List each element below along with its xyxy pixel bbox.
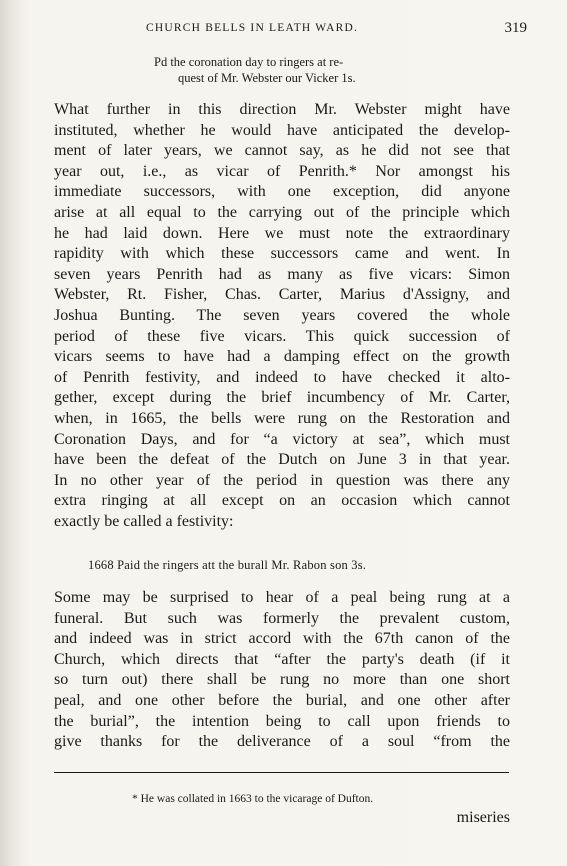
running-head <box>60 20 527 40</box>
paragraph-line: the burial”, the intention being to call upon friends to <box>54 712 510 730</box>
paragraph-line: arise at all equal to the carrying out of the principle which <box>54 203 510 221</box>
paragraph-line: gether, except during the brief incumbency of Mr. Carter, <box>54 389 510 407</box>
paragraph-line: Joshua Bunting. The seven years covered the whole <box>54 306 510 324</box>
paragraph-line: funeral. But such was formerly the prevalent custom, <box>54 609 510 627</box>
footnote: * He was collated in 1663 to the vicarage of Dufton. <box>132 793 374 805</box>
paragraph-line: rapidity with which these successors came and went. In <box>54 245 510 263</box>
paragraph-line: period of these five vicars. This quick succession of <box>54 327 510 345</box>
paragraph-line: vicars seems to have had a damping effect on the growth <box>54 348 510 366</box>
paragraph-line: of Penrith festivity, and indeed to have checked it alto- <box>54 368 510 386</box>
paragraph-line: extra ringing at all except on an occasion which cannot <box>54 492 510 510</box>
paragraph-line: In no other year of the period in question was there any <box>54 471 510 489</box>
accounts-entry: 1668 Paid the ringers att the burall Mr. Rabon son 3s. <box>88 558 367 572</box>
paragraph-line: so turn out) there shall be rung no more than one short <box>54 671 510 689</box>
paragraph-line: exactly be called a festivity: <box>54 512 234 530</box>
paragraph-line: Webster, Rt. Fisher, Chas. Carter, Marius d'Assigny, and <box>54 286 510 304</box>
paragraph-line: have been the defeat of the Dutch on June 3 in that year. <box>54 451 510 469</box>
paragraph-line: peal, and one other before the burial, and one other after <box>54 691 510 709</box>
paragraph-line: when, in 1665, the bells were rung on the Restoration and <box>54 409 510 427</box>
paragraph-line: Some may be surprised to hear of a peal being rung at a <box>54 589 510 606</box>
quoted-record-line-2: quest of Mr. Webster our Vicker 1s. <box>178 70 356 85</box>
paragraph-1 <box>54 100 510 532</box>
paragraph-line: he had laid down. Here we must note the extraordinary <box>54 224 510 242</box>
paragraph-line: give thanks for the deliverance of a soul “from the <box>54 733 510 751</box>
paragraph-line: immediate successors, with one exception, did anyone <box>54 183 510 201</box>
paragraph-line: Church, which directs that “after the party's death (if it <box>54 650 510 668</box>
paragraph-line: seven years Penrith had as many as five vicars: Simon <box>54 265 510 283</box>
catchword: miseries <box>456 809 510 826</box>
footnote-rule <box>54 772 509 773</box>
quoted-record <box>60 55 505 86</box>
paragraph-line: What further in this direction Mr. Webster might have <box>54 101 510 118</box>
page-number: 319 <box>504 20 527 36</box>
running-title: CHURCH BELLS IN LEATH WARD. <box>146 22 359 34</box>
paragraph-2 <box>54 588 510 753</box>
paragraph-line: ment of later years, we cannot say, as he did not see that <box>54 142 510 160</box>
quoted-record-line-1: Pd the coronation day to ringers at re- <box>154 55 344 69</box>
paragraph-line: year out, i.e., as vicar of Penrith.* Nor amongst his <box>54 162 510 180</box>
paragraph-line: instituted, whether he would have anticipated the develop- <box>54 121 510 139</box>
paragraph-line: and indeed was in strict accord with the 67th canon of the <box>54 630 510 648</box>
paragraph-line: Coronation Days, and for “a victory at sea”, which must <box>54 430 510 448</box>
